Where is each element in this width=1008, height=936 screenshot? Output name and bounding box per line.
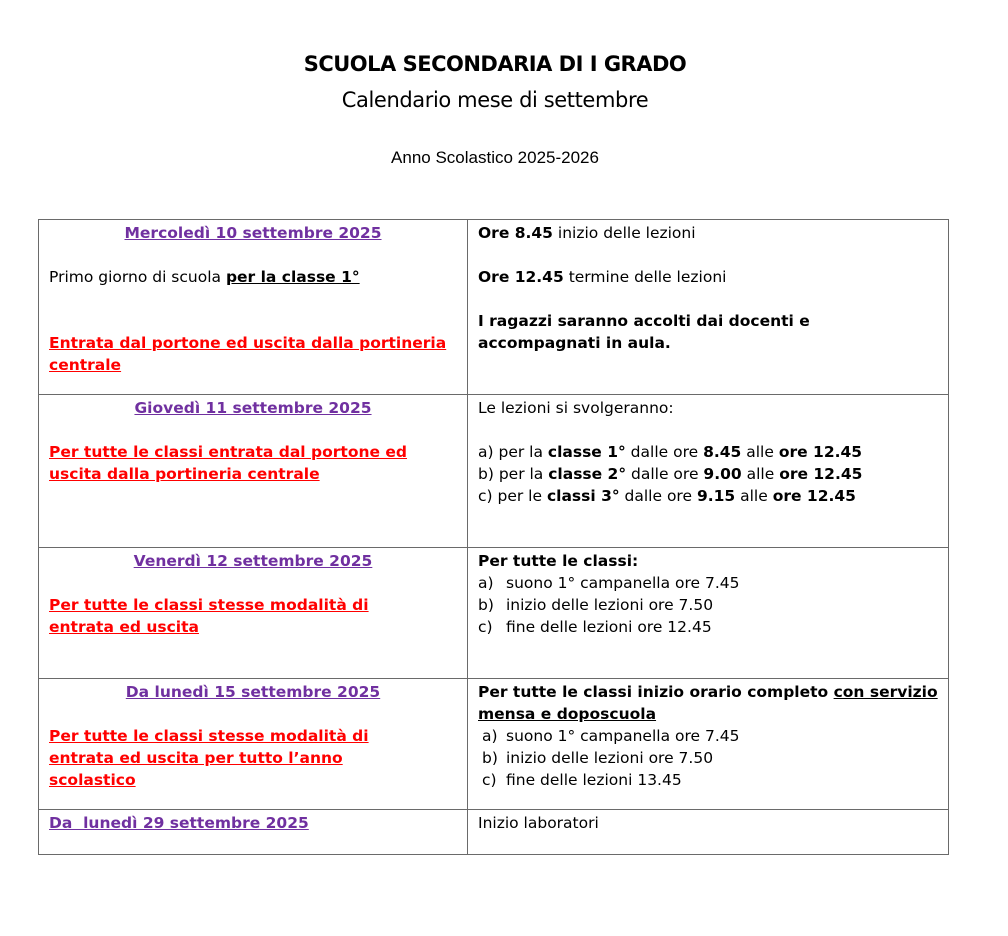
text-segment: per la: [493, 443, 548, 461]
schedule-cell: [468, 810, 949, 855]
text-segment: alle: [741, 465, 780, 483]
text-segment: ore 12.45: [772, 487, 856, 505]
text-segment: suono 1° campanella ore 7.45: [506, 727, 740, 745]
date-cell: [39, 395, 468, 548]
schedule-item: [478, 594, 938, 616]
text-segment: ore 12.45: [778, 443, 863, 461]
date-cell: [39, 679, 468, 810]
schedule-item: [478, 747, 938, 769]
table-row: [39, 679, 949, 810]
date-heading: Mercoledì 10 settembre 2025: [124, 224, 382, 242]
date-heading: Giovedì 11 settembre 2025: [134, 399, 372, 417]
calendar-table: [38, 219, 949, 855]
date-heading: Venerdì 12 settembre 2025: [133, 552, 373, 570]
text-segment: b): [478, 465, 494, 483]
date-heading: Da lunedì 29 settembre 2025: [49, 814, 309, 832]
schedule-heading: [478, 681, 938, 725]
schedule-cell: [468, 679, 949, 810]
text-segment: dalle ore: [626, 465, 704, 483]
document-title: SCUOLA SECONDARIA DI I GRADO: [303, 52, 687, 76]
table-row: [39, 548, 949, 679]
table-row: [39, 395, 949, 548]
entrance-notice: Per tutte le classi stesse modalità di entrata ed uscita per tutto l’anno scolastico: [49, 727, 369, 789]
text-segment: inizio delle lezioni ore 7.50: [506, 596, 714, 614]
text-segment: inizio delle lezioni ore 7.50: [506, 749, 714, 767]
labs-start-note: Inizio laboratori: [478, 814, 599, 832]
date-cell: [39, 548, 468, 679]
text-segment: con servizio mensa e doposcuola: [478, 683, 938, 723]
welcome-note: I ragazzi saranno accolti dai docenti e accompagnati in aula.: [478, 312, 810, 352]
schedule-cell: [468, 220, 949, 395]
text-segment: fine delle lezioni 13.45: [506, 771, 682, 789]
schedule-item: [478, 485, 938, 507]
entrance-notice: Per tutte le classi stesse modalità di entrata ed uscita: [49, 596, 369, 636]
text-segment: c): [478, 618, 493, 636]
end-time-line: [478, 266, 938, 288]
text-segment: c): [478, 487, 493, 505]
end-time: Ore 12.45: [478, 268, 564, 286]
schedule-item: [478, 441, 938, 463]
first-day-note: [49, 266, 457, 288]
schedule-intro: Le lezioni si svolgeranno:: [478, 399, 674, 417]
text-segment: dalle ore: [625, 443, 704, 461]
text-segment: c): [482, 771, 497, 789]
schedule-item: [478, 725, 938, 747]
note-text: Primo giorno di scuola: [49, 268, 226, 286]
schedule-cell: [468, 548, 949, 679]
text-segment: suono 1° campanella ore 7.45: [506, 574, 740, 592]
schedule-cell: [468, 395, 949, 548]
start-label: inizio delle lezioni: [552, 224, 696, 242]
end-label: termine delle lezioni: [563, 268, 727, 286]
text-segment: classi 3°: [546, 487, 620, 505]
text-segment: a): [478, 574, 494, 592]
text-segment: alle: [735, 487, 773, 505]
text-segment: b): [478, 596, 494, 614]
note-class: per la classe 1°: [225, 268, 360, 286]
entrance-notice: Per tutte le classi entrata dal portone ed uscita dalla portineria centrale: [49, 443, 408, 483]
start-time-line: [478, 222, 938, 244]
text-segment: classe 2°: [548, 465, 627, 483]
text-segment: a): [478, 443, 494, 461]
text-segment: a): [482, 727, 498, 745]
text-segment: ore 12.45: [779, 465, 863, 483]
text-segment: fine delle lezioni ore 12.45: [506, 618, 712, 636]
document-subtitle: Calendario mese di settembre: [341, 88, 649, 112]
text-segment: per le: [492, 487, 547, 505]
text-segment: classe 1°: [547, 443, 626, 461]
text-segment: per la: [493, 465, 549, 483]
school-year: Anno Scolastico 2025-2026: [391, 148, 599, 167]
date-cell: [39, 220, 468, 395]
table-row: [39, 810, 949, 855]
text-segment: 8.45: [703, 443, 742, 461]
date-cell: [39, 810, 468, 855]
text-segment: Per tutte le classi inizio orario completo: [478, 683, 834, 701]
start-time: Ore 8.45: [478, 224, 553, 242]
schedule-item: [478, 769, 938, 791]
text-segment: b): [482, 749, 498, 767]
entrance-notice: Entrata dal portone ed uscita dalla portineria centrale: [49, 334, 447, 374]
schedule-item: [478, 572, 938, 594]
schedule-heading: Per tutte le classi:: [478, 552, 639, 570]
text-segment: dalle ore: [619, 487, 697, 505]
schedule-item: [478, 463, 938, 485]
table-row: [39, 220, 949, 395]
text-segment: alle: [741, 443, 779, 461]
schedule-item: [478, 616, 938, 638]
text-segment: 9.15: [696, 487, 736, 505]
text-segment: 9.00: [703, 465, 742, 483]
date-heading: Da lunedì 15 settembre 2025: [125, 683, 381, 701]
